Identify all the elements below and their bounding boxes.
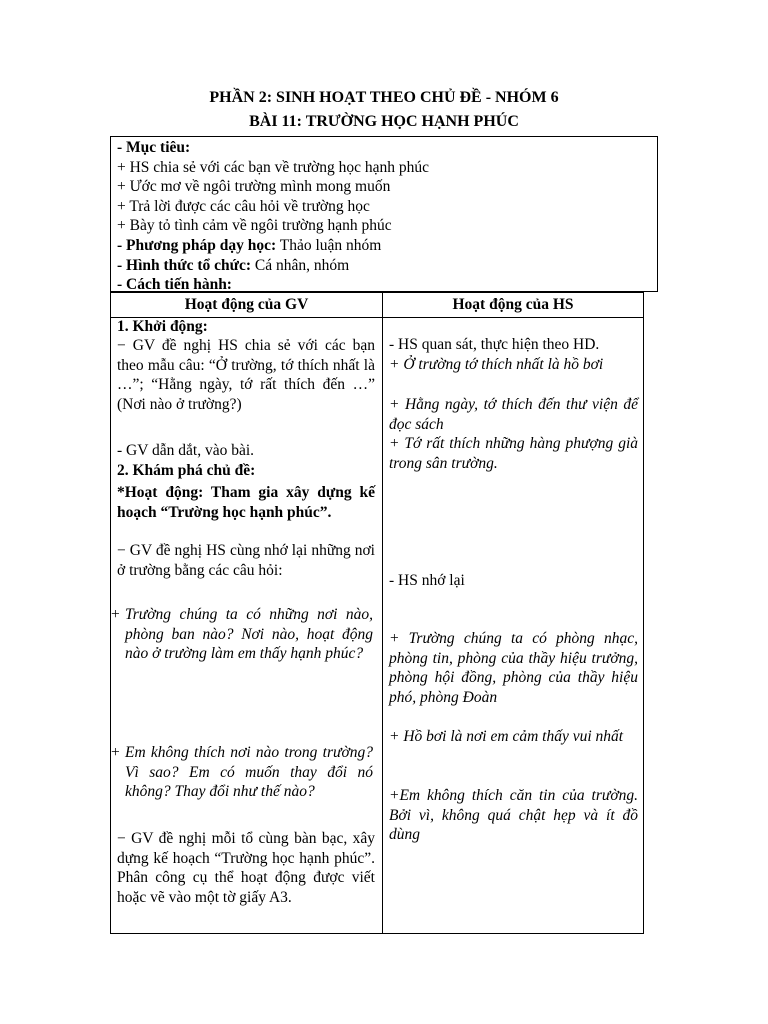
gv-section-1-text: − GV đề nghị HS chia sẻ với các bạn theo mẫu câu: “Ở trường, tớ thích nhất là …”; “Hằng ngày, tớ rất thích đến …” (Nơi nào ở trường?) xyxy=(117,337,375,413)
hs-response-3: + Hằng ngày, tớ thích đến thư viện để đọc sách xyxy=(389,396,638,433)
hs-response-6: + Trường chúng ta có phòng nhạc, phòng tin, phòng của thầy hiệu trưởng, phòng hội đồng, phòng của thầy hiệu phó, phòng Đoàn xyxy=(389,630,638,706)
gv-section-2-title: 2. Khám phá chủ đề: xyxy=(117,462,256,479)
section-title: PHẦN 2: SINH HOẠT THEO CHỦ ĐỀ - NHÓM 6 xyxy=(209,89,559,106)
gv-section-1-title: 1. Khởi động: xyxy=(117,318,208,335)
hs-response-2: + Ở trường tớ thích nhất là hồ bơi xyxy=(389,356,604,373)
form-line xyxy=(117,256,651,276)
objective-item: + Trả lời được các câu hỏi về trường học xyxy=(117,197,370,215)
gv-question-1 xyxy=(111,605,373,664)
method-label: - Phương pháp dạy học: xyxy=(117,236,277,254)
lesson-title: BÀI 11: TRƯỜNG HỌC HẠNH PHÚC xyxy=(249,113,519,130)
gv-section-2-text: − GV đề nghị HS cùng nhớ lại những nơi ở trường bằng các câu hỏi: xyxy=(117,542,375,579)
hs-response-4: + Tớ rất thích những hàng phượng già trong sân trường. xyxy=(389,435,638,472)
gv-question-2 xyxy=(111,743,373,802)
gv-intro-text: - GV dẫn dắt, vào bài. xyxy=(117,442,255,459)
form-label: - Hình thức tổ chức: xyxy=(117,256,251,274)
bullet-plus: + xyxy=(111,606,120,623)
hs-response-7: + Hồ bơi là nơi em cảm thấy vui nhất xyxy=(389,728,624,745)
gv-activity-title: *Hoạt động: Tham gia xây dựng kế hoạch “Trường học hạnh phúc”. xyxy=(117,484,375,521)
objective-item: + Ước mơ về ngôi trường mình mong muốn xyxy=(117,178,391,196)
procedure-label: - Cách tiến hành: xyxy=(117,276,232,294)
gv-question-1-text: Trường chúng ta có những nơi nào, phòng ban nào? Nơi nào, hoạt động nào ở trường làm em thấy hạnh phúc? xyxy=(125,606,373,663)
hs-response-1: - HS quan sát, thực hiện theo HD. xyxy=(389,336,600,353)
hs-response-5: - HS nhớ lại xyxy=(389,572,465,589)
method-line xyxy=(117,236,651,256)
gv-planning-text: − GV đề nghị mỗi tổ cùng bàn bạc, xây dựng kế hoạch “Trường học hạnh phúc”. Phân công cụ thể hoạt động được viết hoặc vẽ vào một tờ giấy A3. xyxy=(117,830,375,906)
objective-item: + Bày tỏ tình cảm về ngôi trường hạnh phúc xyxy=(117,217,392,235)
objective-item: + HS chia sẻ với các bạn về trường học hạnh phúc xyxy=(117,158,430,176)
column-header-gv: Hoạt động của GV xyxy=(184,296,309,313)
column-header-hs: Hoạt động của HS xyxy=(452,296,574,313)
form-value: Cá nhân, nhóm xyxy=(250,256,350,274)
bullet-plus: + xyxy=(111,744,120,761)
gv-question-2-text: Em không thích nơi nào trong trường? Vì sao? Em có muốn thay đổi nó không? Thay đổi như thế nào? xyxy=(125,744,373,801)
method-value: Thảo luận nhóm xyxy=(276,236,382,254)
objectives-heading: - Mục tiêu: xyxy=(117,139,191,156)
hs-response-8: +Em không thích căn tin của trường. Bởi vì, không quá chật hẹp và ít đồ dùng xyxy=(389,787,638,844)
activity-table xyxy=(110,292,644,934)
column-divider xyxy=(382,293,383,933)
objectives-box xyxy=(110,136,658,292)
